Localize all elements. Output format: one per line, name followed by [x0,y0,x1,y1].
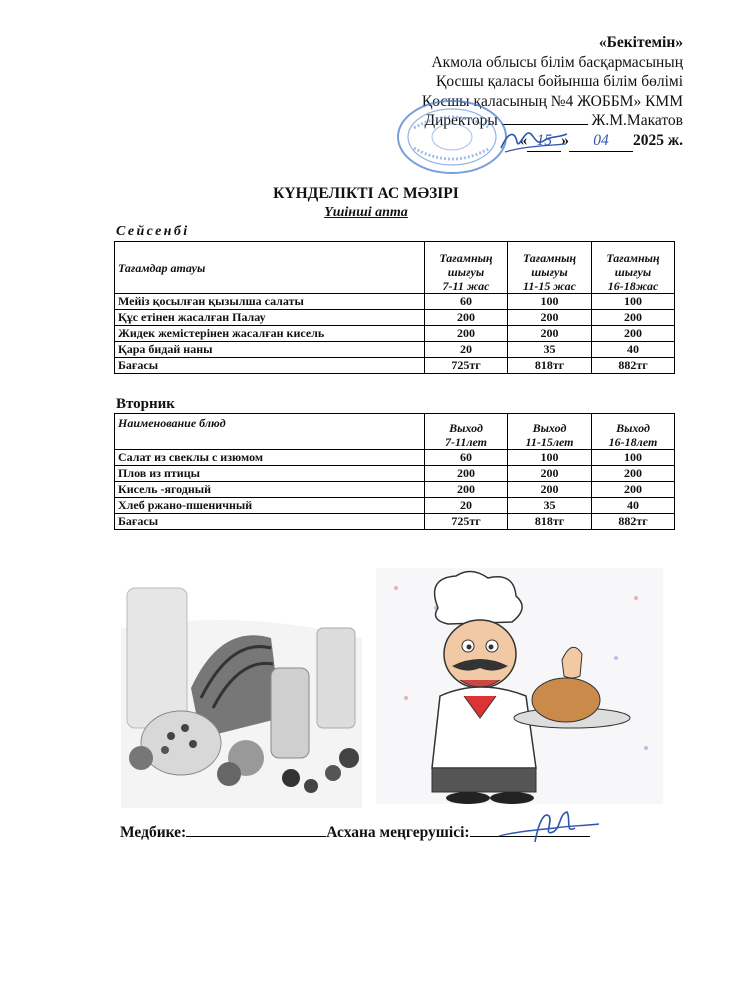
table-row [115,310,675,326]
menu-table-kz [114,241,675,374]
portion-16-18: 200 [592,326,675,342]
price-label: Бағасы [115,358,425,374]
portion-11-15: 100 [508,294,592,310]
price-7-11: 725тг [425,514,508,530]
col-header-16-18: Выход 16-18лет [592,414,675,450]
table-row [115,294,675,310]
dish-name: Салат из свеклы с изюмом [115,450,425,466]
approval-dept-line: Қосшы қаласы бойынша білім бөлімі [436,73,683,91]
price-16-18: 882тг [592,358,675,374]
nurse-signature-line [186,822,326,837]
price-label: Бағасы [115,514,425,530]
date-year: 2025 ж. [633,131,683,149]
portion-11-15: 200 [508,482,592,498]
date-month: 04 [569,131,633,152]
col-header-7-11: Тағамның шығуы 7-11 жас [425,242,508,294]
col-header-11-15: Тағамның шығуы 11-15 жас [508,242,592,294]
dish-name: Құс етінен жасалған Палау [115,310,425,326]
price-row [115,514,675,530]
dish-name: Хлеб ржано-пшеничный [115,498,425,514]
price-row [115,358,675,374]
head-cook-label: Асхана меңгерушісі: [326,824,470,841]
col-header-7-11: Выход 7-11лет [425,414,508,450]
portion-16-18: 200 [592,482,675,498]
portion-7-11: 20 [425,498,508,514]
portion-7-11: 60 [425,450,508,466]
col-header-dish: Тағамдар атауы [115,242,425,294]
approval-heading: «Бекітемін» [598,34,683,51]
menu-table-ru [114,413,675,530]
portion-11-15: 100 [508,450,592,466]
dish-name: Кисель -ягодный [115,482,425,498]
table-row [115,466,675,482]
dish-name: Жидек жемістерінен жасалған кисель [115,326,425,342]
portion-7-11: 200 [425,466,508,482]
day-heading-tuesday-kz: Сейсенбі [116,224,190,239]
week-subtitle: Үшінші апта [324,205,408,220]
food-still-life-image [121,568,362,808]
col-header-16-18: Тағамның шығуы 16-18жас [592,242,675,294]
approval-date-line: « 15 » 04 2025 ж. [422,131,683,152]
table-row [115,326,675,342]
page-title: КҮНДЕЛІКТІ АС МӘЗІРІ [273,185,459,202]
head-cook-signature-icon [495,806,605,852]
portion-16-18: 100 [592,450,675,466]
portion-11-15: 200 [508,310,592,326]
director-name: Ж.М.Макатов [591,112,683,130]
date-day: 15 [527,131,561,152]
portion-11-15: 200 [508,466,592,482]
table-header-row [115,414,675,450]
director-label: Директоры [424,112,498,130]
approval-school-line: Қосшы қаласының №4 ЖОББМ» КММ [421,92,683,110]
portion-7-11: 200 [425,326,508,342]
dish-name: Мейіз қосылған қызылша салаты [115,294,425,310]
price-11-15: 818тг [508,514,592,530]
dish-name: Плов из птицы [115,466,425,482]
table-header-row [115,242,675,294]
dish-name: Қара бидай наны [115,342,425,358]
price-16-18: 882тг [592,514,675,530]
portion-7-11: 200 [425,482,508,498]
price-7-11: 725тг [425,358,508,374]
portion-7-11: 60 [425,294,508,310]
table-row [115,342,675,358]
portion-16-18: 200 [592,310,675,326]
portion-11-15: 200 [508,326,592,342]
col-header-11-15: Выход 11-15лет [508,414,592,450]
table-row [115,498,675,514]
price-11-15: 818тг [508,358,592,374]
portion-11-15: 35 [508,498,592,514]
col-header-dish: Наименование блюд [115,414,425,450]
day-heading-tuesday-ru: Вторник [116,396,175,412]
table-row [115,450,675,466]
nurse-label: Медбике: [120,824,187,841]
portion-11-15: 35 [508,342,592,358]
table-row [115,482,675,498]
portion-7-11: 200 [425,310,508,326]
portion-16-18: 200 [592,466,675,482]
chef-cartoon-image [376,568,663,804]
portion-16-18: 40 [592,342,675,358]
approval-org-line: Акмола облысы білім басқармасының [431,53,683,71]
director-signature-icon [495,120,575,160]
portion-16-18: 100 [592,294,675,310]
portion-7-11: 20 [425,342,508,358]
portion-16-18: 40 [592,498,675,514]
